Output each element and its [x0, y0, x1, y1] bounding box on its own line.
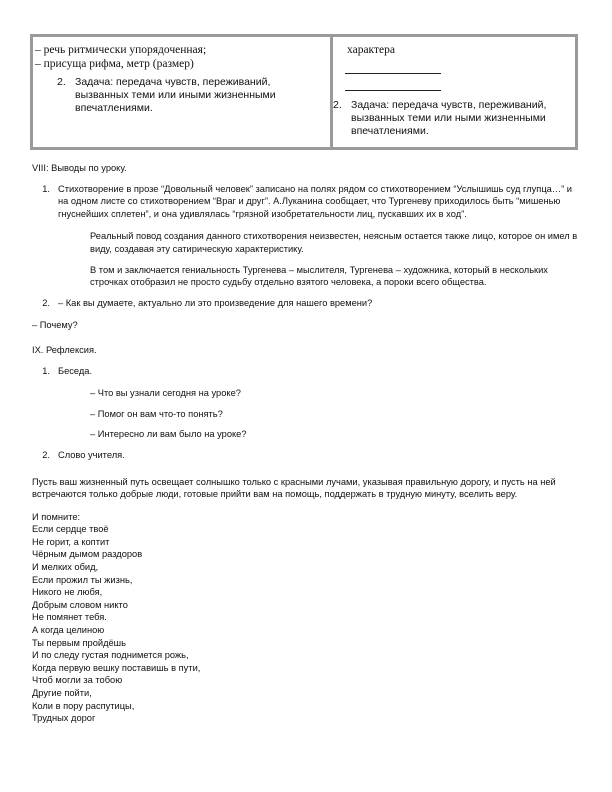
- blank-line-2: [345, 78, 441, 91]
- poem-line: Не горит, а коптит: [32, 536, 110, 547]
- left-line-1: – речь ритмически упорядоченная;: [35, 44, 207, 56]
- left-task-number: 2.: [57, 76, 66, 88]
- poem-line: И помните:: [32, 511, 81, 522]
- table-left-cell: [33, 37, 333, 147]
- document-body: [32, 162, 580, 725]
- poem: [32, 511, 580, 725]
- list-text: – Как вы думаете, актуально ли это произведение для нашего времени?: [58, 297, 373, 308]
- section-9-item-2: [32, 449, 580, 462]
- poem-line: Если сердце твоё: [32, 524, 109, 535]
- right-top-text: характера: [347, 44, 395, 56]
- poem-line: Другие пойти,: [32, 688, 92, 698]
- poem-line: Чёрным дымом раздоров: [32, 549, 143, 560]
- left-line-2: – присуща рифма, метр (размер): [35, 58, 194, 70]
- list-number: 2.: [42, 297, 50, 308]
- right-task-number: 2.: [333, 99, 342, 111]
- list-number: 2.: [42, 449, 50, 460]
- reflection-question-2: – Помог он вам что-то понять?: [90, 408, 223, 419]
- poem-line: И по следу густая поднимется рожь,: [32, 650, 189, 661]
- section-9-item-1: [32, 365, 580, 378]
- list-text: Беседа.: [58, 365, 93, 376]
- poem-line: Коли в пору распутицы,: [32, 700, 135, 711]
- poem-line: Когда первую вешку поставишь в пути,: [32, 662, 201, 673]
- reflection-question-1: – Что вы узнали сегодня на уроке?: [90, 388, 241, 399]
- blank-line-1: [345, 61, 441, 74]
- teacher-wish: Пусть ваш жизненный путь освещает солнышко только с красными лучами, указывая правильную дорогу, и пусть на ней встречаются только добрые люди, готовые прийти вам на помощь, поддержать в трудную минуту, вселить веру.: [32, 476, 556, 500]
- why-question: – Почему?: [32, 320, 78, 331]
- section-8-paragraph-1: Реальный повод создания данного стихотворения неизвестен, неясным остается также лицо, которое он имел в виду, создавая эту сатирическую характеристику.: [90, 231, 578, 254]
- poem-line: Не помянет тебя.: [32, 612, 107, 623]
- list-number: 1.: [42, 183, 50, 194]
- list-number: 1.: [42, 365, 50, 376]
- table-right-cell: [333, 37, 575, 147]
- poem-line: Трудных дорог: [32, 713, 96, 724]
- section-8-heading: VIII: Выводы по уроку.: [32, 163, 127, 173]
- poem-line: Ты первым пройдёшь: [32, 637, 126, 648]
- section-8-item-1: [32, 183, 580, 221]
- right-task: [333, 99, 573, 138]
- list-text: Слово учителя.: [58, 449, 125, 460]
- left-task: [57, 76, 297, 115]
- poem-line: Добрым словом никто: [32, 599, 128, 610]
- section-8-paragraph-2: В том и заключается гениальность Тургенева – мыслителя, Тургенева – художника, который в нескольких строчках отобразил не просто судьбу отдельно взятого человека, а пороки всего общества.: [90, 264, 548, 288]
- poem-line: Если прожил ты жизнь,: [32, 574, 133, 585]
- right-task-text: Задача: передача чувств, переживаний, вызванных теми или ными жизненными впечатлениями.: [351, 99, 547, 137]
- section-9-heading: IX. Рефлексия.: [32, 344, 97, 355]
- poem-line: И мелких обид,: [32, 562, 99, 573]
- comparison-table: [30, 34, 578, 150]
- list-text: Стихотворение в прозе “Довольный человек” записано на полях рядом со стихотворением “Услышишь суд глупца…” и на одном листе со стихотворением “Враг и друг”. А.Луканина сообщает, что Тургеневу приходилось быть “мишенью гнуснейших сплетен”, и она удивлялась “грязной изобретательности лиц, пускавших их в ход”.: [58, 183, 572, 219]
- poem-line: Никого не любя,: [32, 587, 103, 598]
- left-task-text: Задача: передача чувств, переживаний, вызванных теми или иными жизненными впечатлениями.: [75, 76, 276, 114]
- poem-line: А когда целиною: [32, 625, 105, 636]
- section-8-item-2: [32, 297, 580, 310]
- reflection-question-3: – Интересно ли вам было на уроке?: [90, 429, 247, 440]
- poem-line: Чтоб могли за тобою: [32, 675, 123, 686]
